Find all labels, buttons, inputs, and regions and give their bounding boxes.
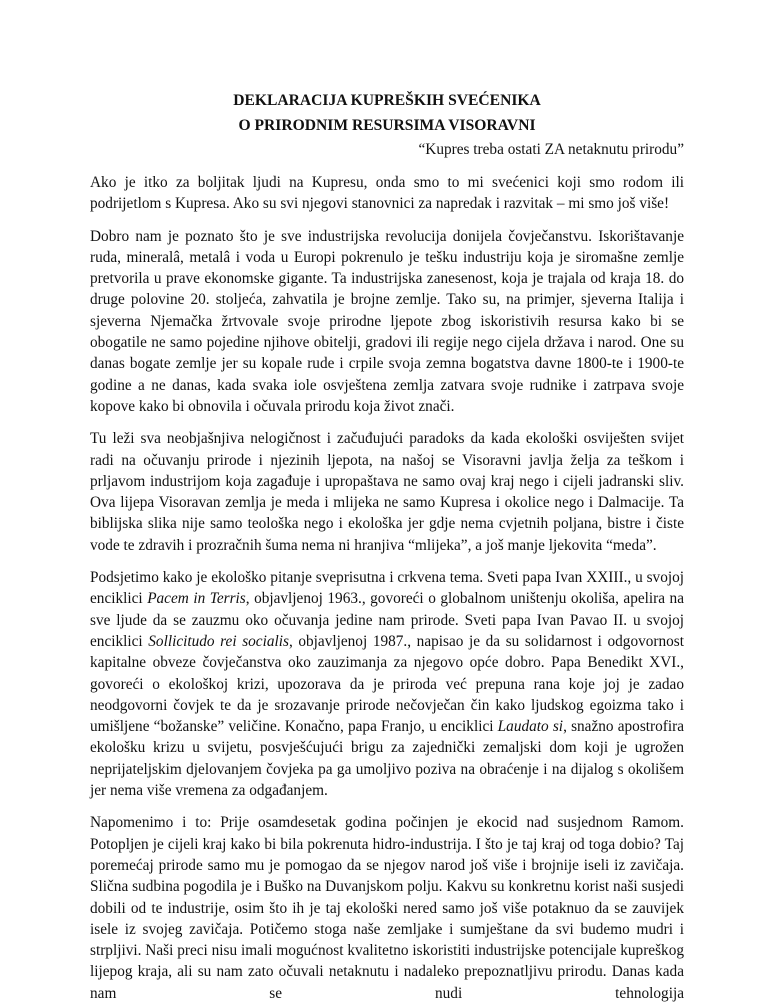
paragraph: [90, 428, 684, 556]
text-run: Podsjetimo kako je ekološko pitanje sveprisutna i crkvena tema. Sveti papa Ivan XXIII., u svojoj enciklici: [90, 569, 684, 608]
document-title-line2: O PRIRODNIM RESURSIMA VISORAVNI: [238, 117, 536, 134]
text-run: Dobro nam je poznato što je sve industrijska revolucija donijela čovječanstvu. Iskorištavanje ruda, mineralâ, metalâ i voda u Europi pokrenulo je tešku industriju koja je siromašne zemlje pretvorila u prave ekonomske gigante. Ta industrijska zanesenost, koja je trajala od kraja 18. do druge polovine 20. stoljeća, zahvatila je brojne zemlje. Tako su, na primjer, sjeverna Italija i sjeverna Njemačka žrtvovale svoje prirodne ljepote zbog iskoristivih resursa kako bi se obogatile ne samo pojedine njihove obitelji, gradovi ili regije nego cijela država i narod. One su danas bogate zemlje jer su kopale rude i crpile svoja zemna bogatstva davne 1800-te i 1900-te godine a ne danas, kada svaka iole osvještena zemlja zatvara svoje rudnike i zatrpava svoje kopove kako bi obnovila i očuvala prirodu koja život znači.: [90, 227, 684, 415]
paragraph: [90, 812, 684, 1004]
italic-title: Laudato si: [497, 718, 564, 736]
text-run: Ako je itko za boljitak ljudi na Kupresu, onda smo to mi svećenici koji smo rodom ili podrijetlom s Kupresa. Ako su svi njegovi stanovnici za napredak i razvitak – mi smo još više!: [90, 174, 684, 213]
text-run: , snažno apostrofira ekološku krizu u svijetu, posvješćujući brigu za zajednički zemaljski dom koji je ugrožen neprijateljskim djelovanjem čovjeka pa ga umoljivo poziva na obraćenje i na dijalog s okolišem jer nema više vremena za odgađanjem.: [90, 718, 684, 800]
paragraph: [90, 567, 684, 801]
text-run: Napomenimo i to: Prije osamdesetak godina počinjen je ekocid nad susjednom Ramom. Potopljen je cijeli kraj kako bi bila pokrenuta hidro-industrija. I što je taj kraj od toga dobio? Taj poremećaj prirode samo mu je pomogao da se njegov narod još više i brojnije iseli iz zavičaja. Slična sudbina pogodila je i Buško na Duvanjskom polju. Kakvu su konkretnu korist naši susjedi dobili od te industrije, osim što ih je taj ekološki nered samo još više potaknuo da se zauvijek isele iz svojeg zavičaja. Potičemo stoga naše zemljake i sumještane da svi budemo mudri i strpljivi. Naši preci nisu imali mogućnost kvalitetno iskoristiti industrijske potencijale kupreškog lijepog kraja, ali su nam zato očuvali netaknutu i nadaleko prepoznatljivu prirodu. Danas kada nam se nudi tehnologija: [90, 814, 684, 1002]
italic-title: Sollicitudo rei socialis: [148, 632, 289, 650]
document-body: [90, 172, 684, 1004]
document-title-line1: DEKLARACIJA KUPREŠKIH SVEĆENIKA: [233, 92, 541, 109]
text-run: , objavljenoj 1987., napisao je da su solidarnost i odgovornost kapitalne obveze čovječanstva oko zauzimanja za njegovo opće dobro. Papa Benedikt XVI., govoreći o ekološkoj krizi, upozorava da je priroda već prepuna rana koje joj je zadao neodgovorni čovjek te da je srozavanje prirode nečovječan čin kako ljudskog egoizma tako i umišljene “božanske” veličine. Konačno, papa Franjo, u enciklici: [90, 632, 684, 736]
text-run: , objavljenoj 1963., govoreći o globalnom uništenju okoliša, apelira na sve ljude da se zauzmu oko očuvanja jedine nam prirode. Sveti papa Ivan Pavao II. u svojoj enciklici: [90, 590, 684, 650]
paragraph: [90, 226, 684, 418]
paragraph: [90, 172, 684, 215]
text-run: Tu leži sva neobjašnjiva nelogičnost i začuđujući paradoks da kada ekološki osviješten svijet radi na očuvanju prirode i njezinih ljepota, na našoj se Visoravni javlja želja za teškom i prljavom industrijom koja zagađuje i upropaštava ne samo ovaj kraj nego i cijeli jadranski sliv. Ova lijepa Visoravan zemlja je meda i mlijeka ne samo Kupresa i okolice nego i Dalmacije. Ta biblijska slika nije samo teološka nego i ekološka jer gdje nema cvjetnih poljana, bistre i čiste vode te zdravih i prozračnih šuma nema ni hranjiva “mlijeka”, a još manje ljekovita “meda”.: [90, 430, 684, 554]
document-motto: “Kupres treba ostati ZA netaknutu prirodu”: [418, 141, 684, 158]
italic-title: Pacem in Terris: [147, 590, 246, 608]
